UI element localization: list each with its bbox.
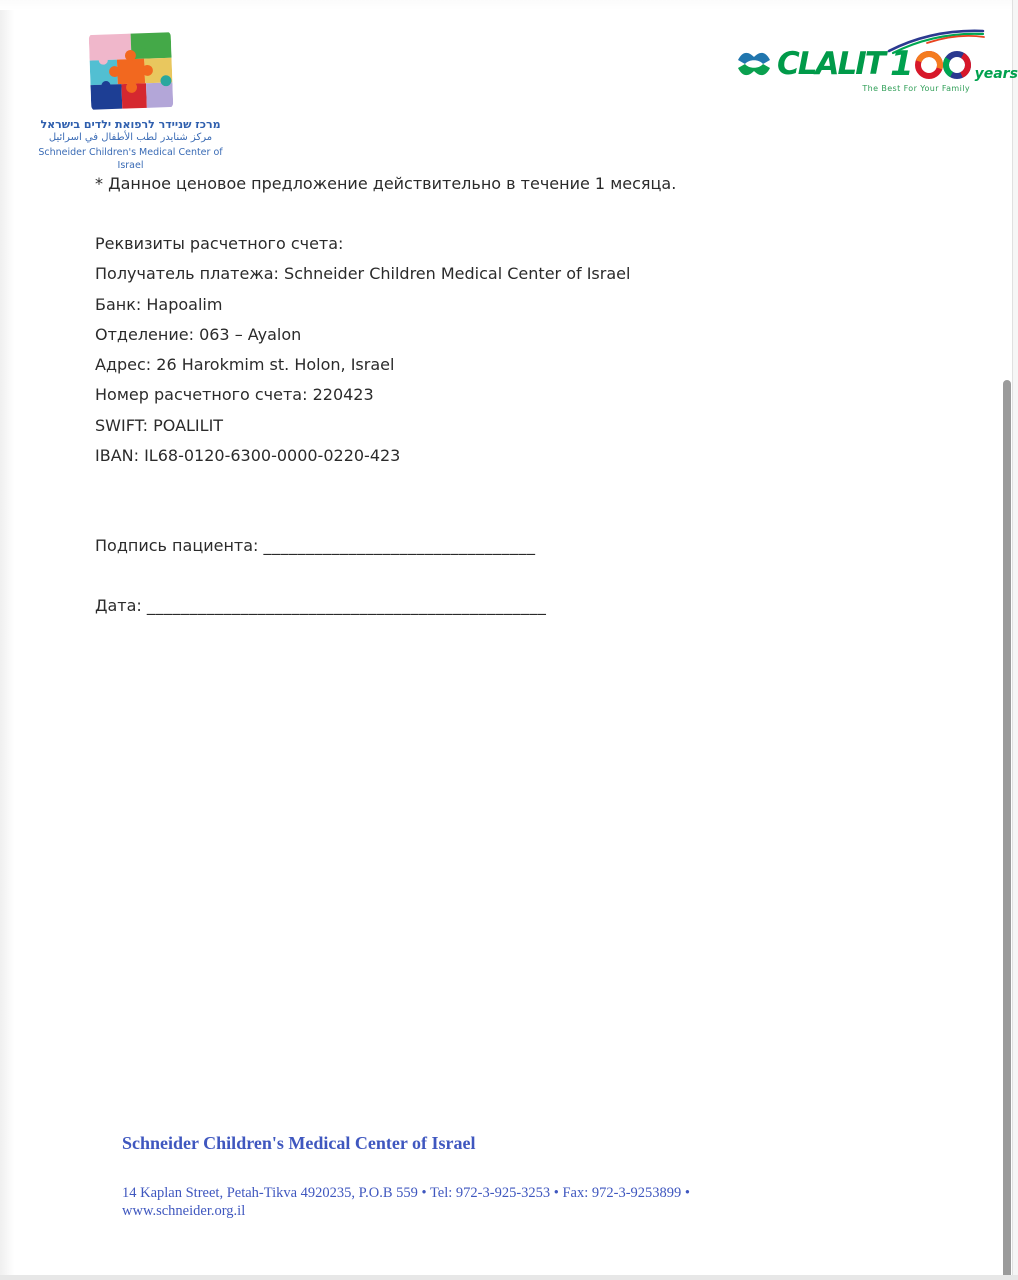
footer-org-name: Schneider Children's Medical Center of Israel xyxy=(122,1133,476,1153)
footer-address: 14 Kaplan Street, Petah-Tikva 4920235, P.O.B 559 • Tel: 972-3-925-3253 • Fax: 972-3-9253899 • www.schneider.org.il xyxy=(122,1185,690,1219)
page-edge-top xyxy=(0,0,1018,10)
clalit-tagline: The Best For Your Family xyxy=(862,84,970,93)
date-label: Дата: xyxy=(95,596,147,615)
clalit-100-zeros-icon xyxy=(915,48,973,80)
scrollbar-track[interactable] xyxy=(1012,0,1018,1280)
validity-note: * Данное ценовое предложение действительно в течение 1 месяца. xyxy=(95,174,677,193)
bank-details-branch: Отделение: 063 – Ayalon xyxy=(95,324,302,344)
signature-blank-line: ________________________________ xyxy=(263,536,536,555)
logo-text-english: Schneider Children's Medical Center of Israel xyxy=(38,147,223,171)
clalit-100 xyxy=(890,44,973,84)
logo-text-arabic: مركز شنايدر لطب الأطفال في اسرائيل xyxy=(48,132,213,143)
logo-text-hebrew: מרכז שניידר לרפואת ילדים בישראל xyxy=(40,118,221,131)
clalit-logomark-icon xyxy=(735,47,773,81)
bank-details-bank: Банк: Hapoalim xyxy=(95,294,223,314)
date-blank-line: _______________________________________________ xyxy=(146,596,547,615)
bank-details-title: Реквизиты расчетного счета: xyxy=(95,234,344,253)
schneider-logo xyxy=(28,32,233,172)
page-edge-left xyxy=(0,0,14,1280)
page-edge-bottom xyxy=(0,1275,1018,1280)
footer xyxy=(122,1133,782,1220)
date-row xyxy=(95,596,546,615)
bank-details-iban: IBAN: IL68-0120-6300-0000-0220-423 xyxy=(95,446,401,466)
bank-details-swift: SWIFT: POALILIT xyxy=(95,415,224,435)
bank-details-address: Адрес: 26 Harokmim st. Holon, Israel xyxy=(95,355,395,375)
bank-details-account-number: Номер расчетного счета: 220423 xyxy=(95,385,374,405)
clalit-100-digit: 1 xyxy=(889,44,914,84)
bank-details-payee: Получатель платежа: Schneider Children Medical Center of Israel xyxy=(95,264,631,284)
scrollbar-thumb[interactable] xyxy=(1003,380,1011,1280)
clalit-years-label: years xyxy=(974,66,1018,82)
clalit-logo xyxy=(735,36,1018,96)
clalit-wordmark: CLALIT xyxy=(777,46,884,82)
puzzle-logo-icon xyxy=(88,31,173,112)
signature-row xyxy=(95,536,536,555)
bank-details xyxy=(95,229,630,471)
signature-label: Подпись пациента: xyxy=(95,536,264,555)
